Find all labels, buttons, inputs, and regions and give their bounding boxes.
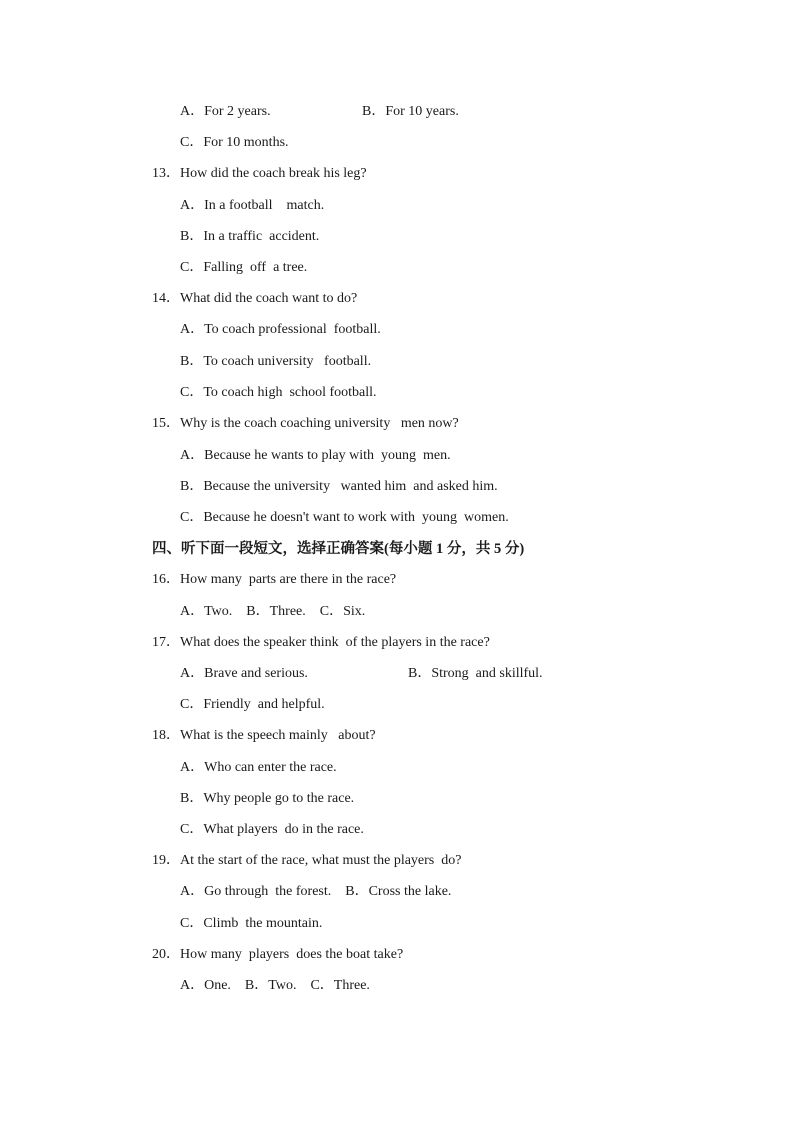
q17-option-b: B．Strong and skillful.	[408, 666, 543, 681]
q16-options: A．Two. B．Three. C．Six.	[180, 604, 366, 619]
q12-option-a: A．For 2 years.	[180, 104, 271, 119]
q19-question: 19．At the start of the race, what must the players do?	[152, 853, 462, 868]
q13-option-c: C．Falling off a tree.	[180, 260, 308, 275]
q16-question: 16．How many parts are there in the race?	[152, 572, 397, 587]
q15-option-a: A．Because he wants to play with young men.	[180, 448, 451, 463]
q14-option-a: A．To coach professional football.	[180, 322, 381, 337]
q19-option-a-b: A．Go through the forest. B．Cross the lake.	[180, 884, 452, 899]
q18-option-b: B．Why people go to the race.	[180, 791, 355, 806]
q18-option-c: C．What players do in the race.	[180, 822, 364, 837]
q18-question: 18．What is the speech mainly about?	[152, 728, 376, 743]
q17-option-a: A．Brave and serious.	[180, 666, 308, 681]
q17-option-c: C．Friendly and helpful.	[180, 697, 325, 712]
q12-option-b: B．For 10 years.	[362, 104, 459, 119]
q17-question: 17．What does the speaker think of the players in the race?	[152, 635, 490, 650]
q15-option-b: B．Because the university wanted him and asked him.	[180, 479, 498, 494]
q14-option-c: C．To coach high school football.	[180, 385, 377, 400]
q15-option-c: C．Because he doesn't want to work with young women.	[180, 510, 509, 525]
q20-question: 20．How many players does the boat take?	[152, 947, 404, 962]
q15-question: 15．Why is the coach coaching university men now?	[152, 416, 459, 431]
q19-option-c: C．Climb the mountain.	[180, 916, 323, 931]
q18-option-a: A．Who can enter the race.	[180, 760, 337, 775]
q14-question: 14．What did the coach want to do?	[152, 291, 358, 306]
section-4-heading: 四、听下面一段短文，选择正确答案(每小题 1 分，共 5 分)	[152, 541, 525, 557]
q20-options: A．One. B．Two. C．Three.	[180, 978, 370, 993]
q14-option-b: B．To coach university football.	[180, 354, 372, 369]
q13-question: 13．How did the coach break his leg?	[152, 166, 367, 181]
q12-option-c: C．For 10 months.	[180, 135, 289, 150]
q13-option-b: B．In a traffic accident.	[180, 229, 320, 244]
q13-option-a: A．In a football match.	[180, 198, 325, 213]
